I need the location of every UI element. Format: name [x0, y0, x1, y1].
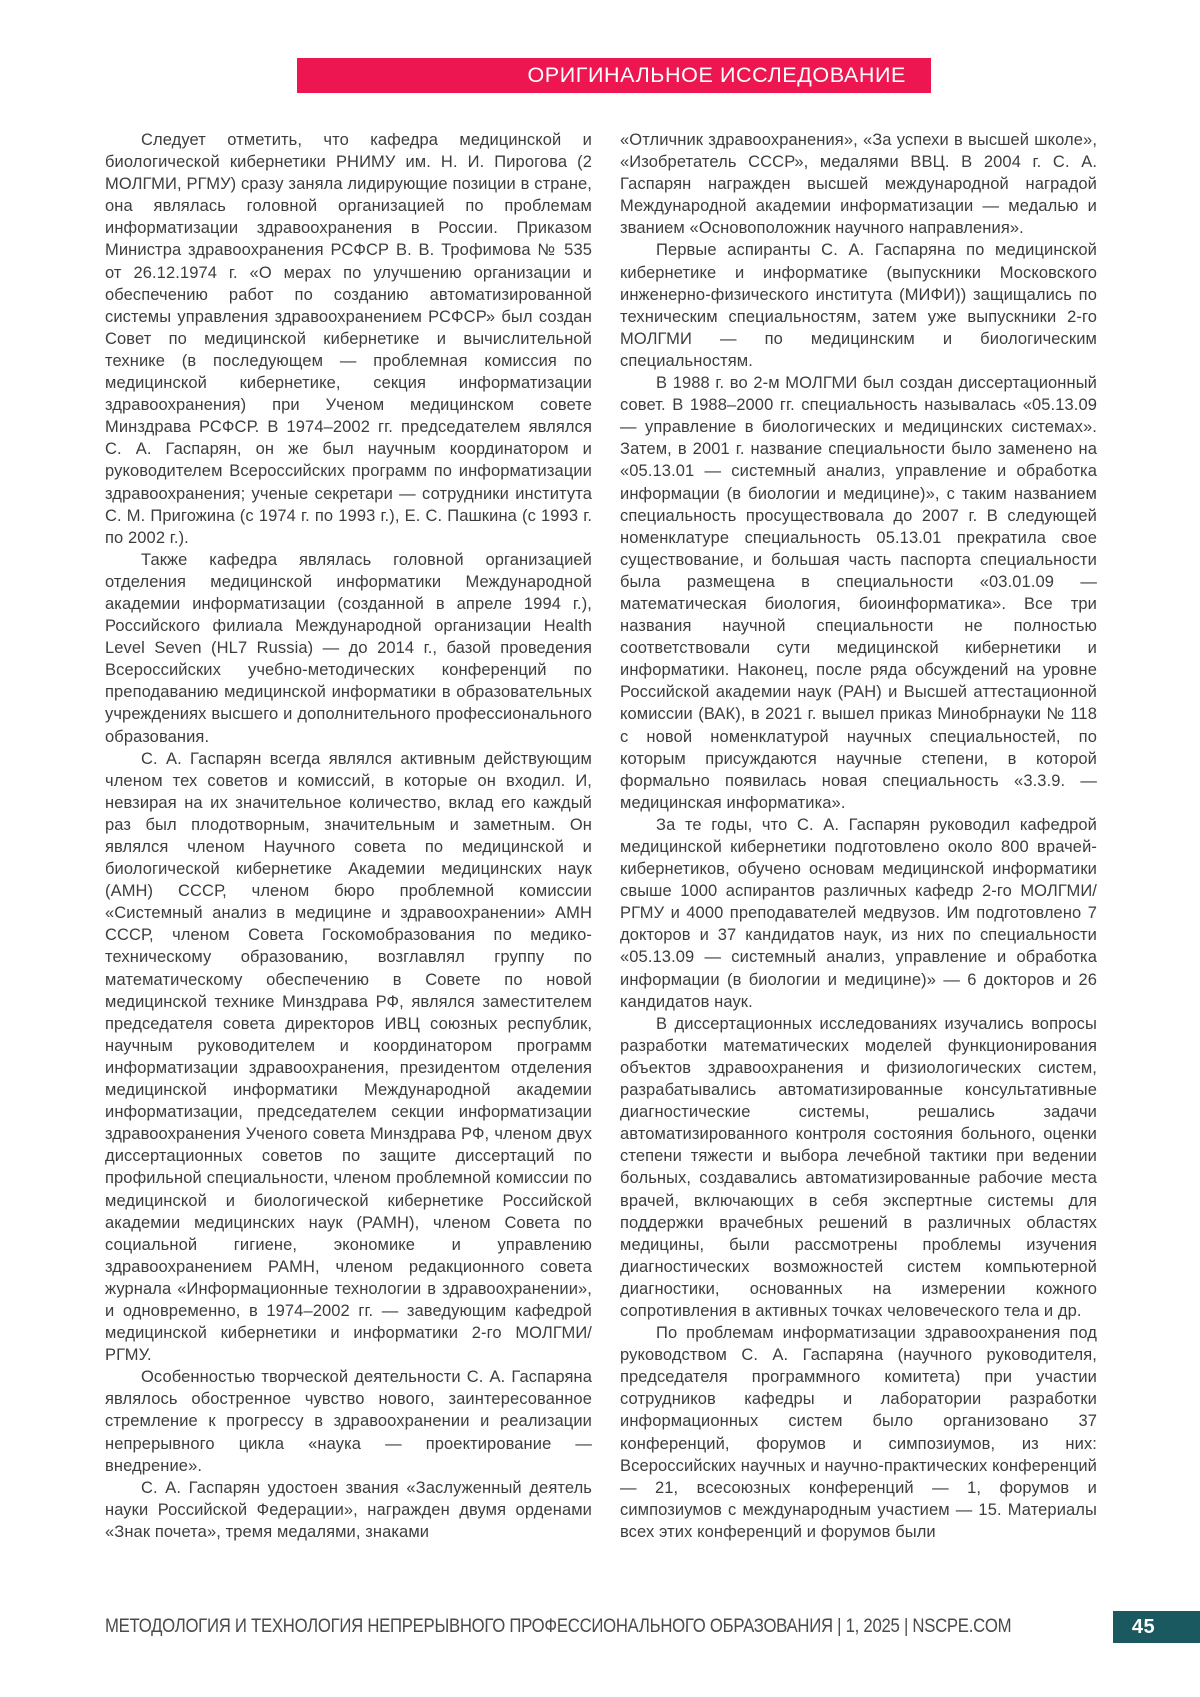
paragraph: Следует отметить, что кафедра медицинской и биологической кибернетики РНИМУ им. Н. И. Пирогова (2 МОЛГМИ, РГМУ) сразу заняла лидирующие позиции в стране, она являлась головной организацией по проблемам информатизации здравоохранения в России. Приказом Министра здравоохранения РСФСР В. В. Трофимова № 535 от 26.12.1974 г. «О мерах по улучшению организации и обеспечению работ по созданию автоматизированной системы управления здравоохранением РСФСР» был создан Совет по медицинской кибернетике и вычислительной технике (в последующем — проблемная комиссия по медицинской кибернетике, секция информатизации здравоохранения) при Ученом медицинском совете Минздрава РСФСР. В 1974–2002 гг. председателем являлся С. А. Гаспарян, он же был научным координатором и руководителем Всероссийских программ по информатизации здравоохранения; ученые секретари — сотрудники института С. М. Пригожина (с 1974 г. по 1993 г.), Е. С. Пашкина (с 1993 г. по 2002 г.).: [105, 131, 592, 547]
section-label: ОРИГИНАЛЬНОЕ ИССЛЕДОВАНИЕ: [527, 63, 906, 87]
paragraph: Особенностью творческой деятельности С. А. Гаспаряна являлось обостренное чувство нового, заинтересованное стремление к прогрессу в здравоохранении и реализации непрерывного цикла «наука — проектирование — внедрение».: [105, 1368, 592, 1475]
page-number: 45: [1131, 1615, 1156, 1638]
paragraph: С. А. Гаспарян всегда являлся активным действующим членом тех советов и комиссий, в которые он входил. И, невзирая на их значительное количество, вклад его каждый раз был плодотворным, значительным и заметным. Он являлся членом Научного совета по медицинской и биологической кибернетике Академии медицинских наук (АМН) СССР, членом бюро проблемной комиссии «Системный анализ в медицине и здравоохранении» АМН СССР, членом Совета Госкомобразования по медико-техническому образованию, возглавлял группу по математическому обеспечению в Совете по новой медицинской технике Минздрава РФ, являлся заместителем председателя совета директоров ИВЦ союзных республик, научным руководителем и координатором программ информатизации здравоохранения, президентом отделения медицинской информатики Международной академии информатизации, председателем секции информатизации здравоохранения Ученого совета Минздрава РФ, членом двух диссертационных советов по защите диссертаций по профильной специальности, членом проблемной комиссии по медицинской и биологической кибернетике Российской академии медицинских наук (РАМН), членом Совета по социальной гигиене, экономике и управлению здравоохранением РАМН, членом редакционного совета журнала «Информационные технологии в здравоохранении», и одновременно, в 1974–2002 гг. — заведующим кафедрой медицинской кибернетики и информатики 2-го МОЛГМИ/ РГМУ.: [105, 749, 592, 1365]
paragraph: Также кафедра являлась головной организацией отделения медицинской информатики Международной академии информатизации (созданной в апреле 1994 г.), Российского филиала Международной организации Health Level Seven (HL7 Russia) — до 2014 г., базой проведения Всероссийских учебно-методических конференций по преподаванию медицинской информатики в образовательных учреждениях высшего и дополнительного профессионального образования.: [105, 550, 592, 746]
section-header-bar: [297, 58, 931, 93]
article-column-right: [620, 129, 1097, 1543]
paragraph: За те годы, что С. А. Гаспарян руководил кафедрой медицинской кибернетики подготовлено около 800 врачей-кибернетиков, обучено основам медицинской информатики свыше 1000 аспирантов различных кафедр 2-го МОЛГМИ/РГМУ и 4000 преподавателей медвузов. Им подготовлено 7 докторов и 37 кандидатов наук, из них по специальности «05.13.09 — системный анализ, управление и обработка информации (в биологии и медицине)» — 6 докторов и 26 кандидатов наук.: [620, 815, 1097, 1011]
article-column-left: [105, 129, 592, 1543]
footer-journal-info: МЕТОДОЛОГИЯ И ТЕХНОЛОГИЯ НЕПРЕРЫВНОГО ПРОФЕССИОНАЛЬНОГО ОБРАЗОВАНИЯ | 1, 2025 | NSCPE.COM: [105, 1616, 1012, 1637]
paragraph: В 1988 г. во 2-м МОЛГМИ был создан диссертационный совет. В 1988–2000 гг. специальность называлась «05.13.09 — управление в биологических и медицинских системах». Затем, в 2001 г. название специальности было заменено на «05.13.01 — системный анализ, управление и обработка информации (в биологии и медицине)», с таким названием специальность просуществовала до 2007 г. В следующей номенклатуре специальность 05.13.01 прекратила свое существование, и большая часть паспорта специальности была размещена в специальности «03.01.09 — математическая биология, биоинформатика». Все три названия научной специальности не полностью соответствовали сути медицинской кибернетики и информатики. Наконец, после ряда обсуждений на уровне Российской академии наук (РАН) и Высшей аттестационной комиссии (ВАК), в 2021 г. вышел приказ Минобрнауки № 118 с новой номенклатурой научных специальностей, по которым присуждаются научные степени, в которой формально появилась новая специальность «3.3.9. — медицинская информатика».: [620, 374, 1097, 812]
paragraph: С. А. Гаспарян удостоен звания «Заслуженный деятель науки Российской Федерации», награжден двумя орденами «Знак почета», тремя медалями, знаками: [105, 1478, 592, 1541]
article-body: [105, 129, 1097, 1543]
paragraph: По проблемам информатизации здравоохранения под руководством С. А. Гаспаряна (научного руководителя, председателя программного комитета) при участии сотрудников кафедры и лаборатории разработки информационных систем было организовано 37 конференций, форумов и симпозиумов, из них: Всероссийских научных и научно-практических конференций — 21, всесоюзных конференций — 1, форумов и симпозиумов с международным участием — 15. Материалы всех этих конференций и форумов были: [620, 1324, 1097, 1541]
page-number-badge: [1113, 1611, 1200, 1643]
paragraph: В диссертационных исследованиях изучались вопросы разработки математических моделей функционирования объектов здравоохранения и физиологических систем, разрабатывались автоматизированные консультативные диагностические системы, решались задачи автоматизированного контроля состояния больного, оценки степени тяжести и выбора лечебной тактики при ведении больных, создавались автоматизированные рабочие места врачей, включающих в себя экспертные системы для поддержки врачебных решений в различных областях медицины, были рассмотрены проблемы изучения диагностических возможностей систем компьютерной диагностики, основанных на измерении кожного сопротивления в активных точках человеческого тела и др.: [620, 1014, 1097, 1320]
paragraph: Первые аспиранты С. А. Гаспаряна по медицинской кибернетике и информатике (выпускники Московского инженерно-физического института (МИФИ)) защищались по техническим специальностям, затем уже выпускники 2-го МОЛГМИ — по медицинским и биологическим специальностям.: [620, 241, 1097, 370]
paragraph: «Отличник здравоохранения», «За успехи в высшей школе», «Изобретатель СССР», медалями ВВЦ. В 2004 г. С. А. Гаспарян награжден высшей международной наградой Международной академии информатизации — медалью и званием «Основоположник научного направления».: [620, 131, 1097, 238]
